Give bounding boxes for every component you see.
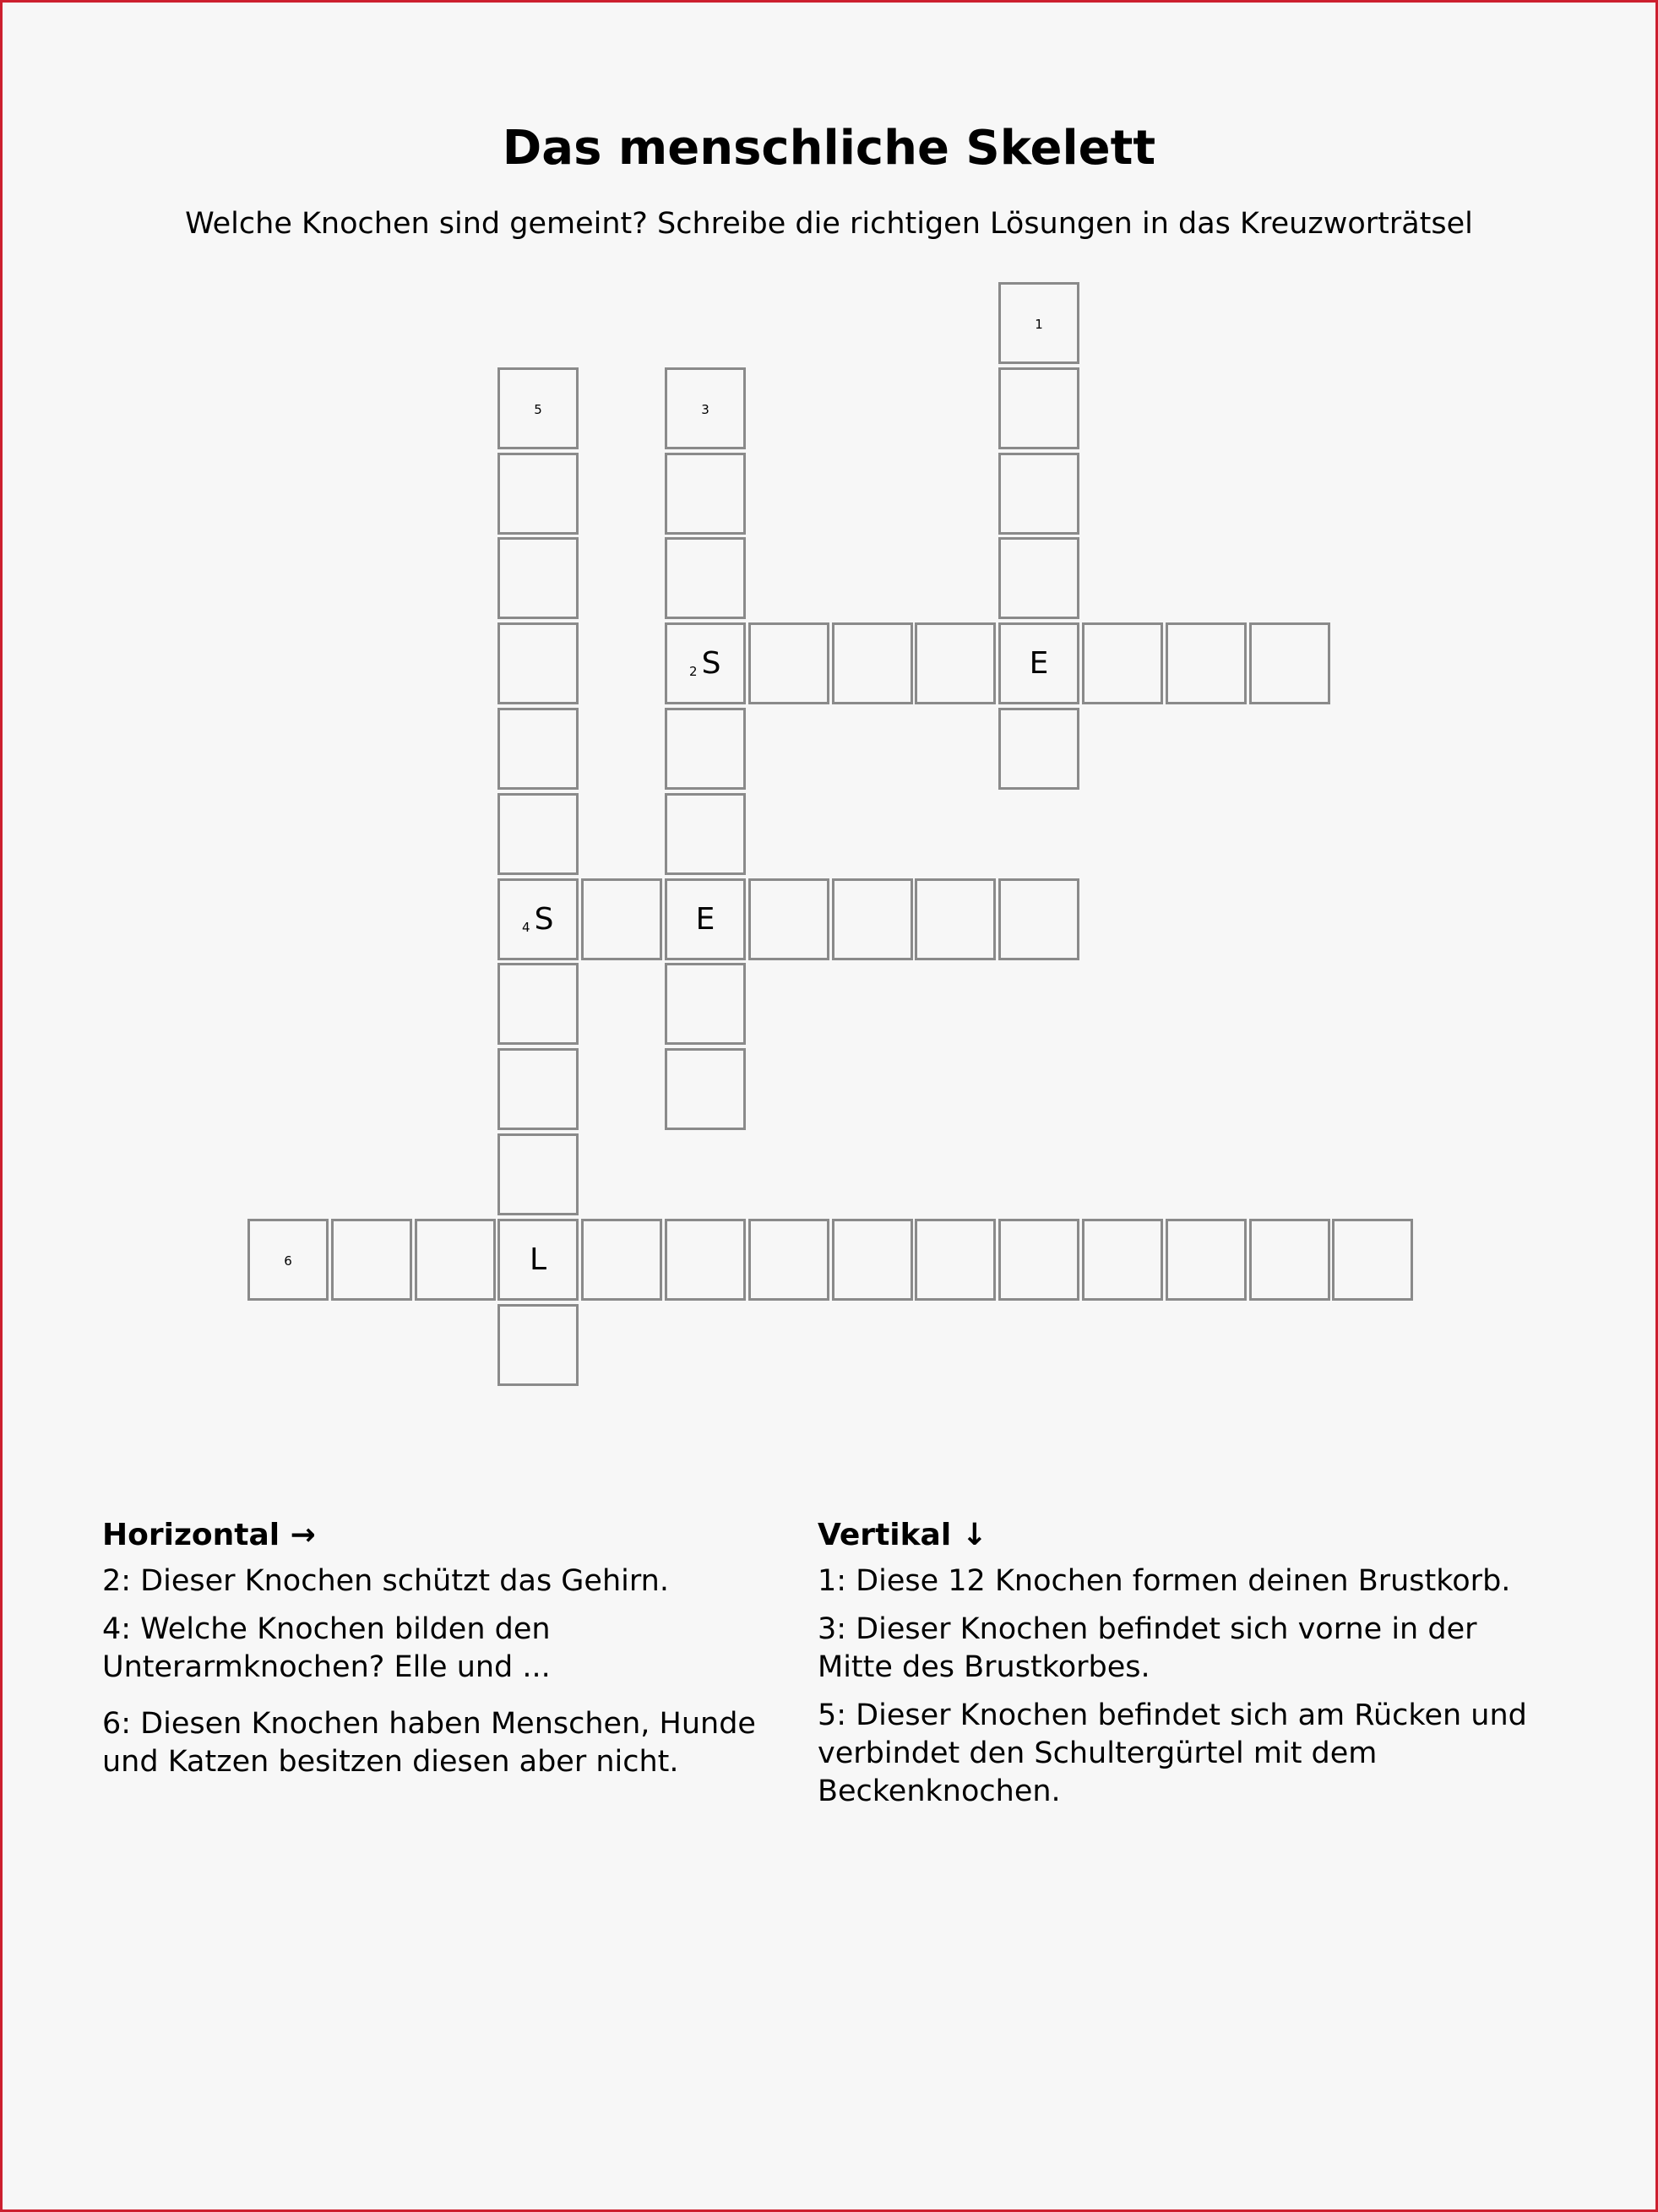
clue-number: 5: [534, 402, 542, 417]
crossword-cell[interactable]: [497, 878, 579, 960]
crossword-cell[interactable]: [497, 453, 579, 535]
clue-number: 4: [522, 920, 530, 935]
crossword-cell[interactable]: [1166, 1219, 1247, 1301]
crossword-cell[interactable]: [915, 622, 996, 704]
clue-4: 4: Welche Knochen bilden den Unterarmknochen? Elle und ...: [102, 1612, 551, 1684]
crossword-cell[interactable]: [497, 367, 579, 449]
crossword-cell[interactable]: [497, 963, 579, 1045]
crossword-cell[interactable]: [998, 1219, 1079, 1301]
crossword-cell[interactable]: [665, 878, 746, 960]
crossword-cell[interactable]: [998, 367, 1079, 449]
clues-vertical-heading: Vertikal ↓: [818, 1518, 987, 1552]
clue-number: 3: [701, 402, 709, 417]
given-letter: L: [529, 1242, 547, 1277]
crossword-cell[interactable]: [1249, 1219, 1330, 1301]
crossword-cell[interactable]: [497, 1133, 579, 1215]
crossword-cell[interactable]: [915, 1219, 996, 1301]
clue-number: 2: [689, 664, 698, 679]
crossword-cell[interactable]: [497, 708, 579, 790]
crossword-cell[interactable]: [915, 878, 996, 960]
crossword-cell[interactable]: [998, 622, 1079, 704]
clues-horizontal: [102, 1517, 803, 1791]
instructions: Welche Knochen sind gemeint? Schreibe die richtigen Lösungen in das Kreuzworträtsel: [185, 207, 1473, 241]
crossword-cell[interactable]: [497, 1219, 579, 1301]
clue-3: 3: Dieser Knochen befindet sich vorne in der Mitte des Brustkorbes.: [818, 1612, 1477, 1684]
crossword-cell[interactable]: [998, 453, 1079, 535]
crossword-cell[interactable]: [497, 1048, 579, 1130]
clue-number: 1: [1035, 317, 1043, 332]
crossword-cell[interactable]: [331, 1219, 412, 1301]
crossword-cell[interactable]: [497, 537, 579, 619]
crossword-cell[interactable]: [998, 708, 1079, 790]
crossword-cell[interactable]: [665, 537, 746, 619]
clue-2: 2: Dieser Knochen schützt das Gehirn.: [102, 1564, 669, 1598]
clues-horizontal-heading: Horizontal →: [102, 1518, 316, 1552]
clue-6: 6: Diesen Knochen haben Menschen, Hunde und Katzen besitzen diesen aber nicht.: [102, 1707, 756, 1779]
clue-number: 6: [284, 1253, 292, 1269]
crossword-cell[interactable]: [665, 963, 746, 1045]
crossword-cell[interactable]: [998, 282, 1079, 364]
crossword-cell[interactable]: [1166, 622, 1247, 704]
crossword-cell[interactable]: [748, 878, 829, 960]
crossword-cell[interactable]: [247, 1219, 329, 1301]
crossword-cell[interactable]: [581, 878, 662, 960]
crossword-cell[interactable]: [832, 1219, 913, 1301]
crossword-cell[interactable]: [748, 1219, 829, 1301]
clues-vertical: [818, 1517, 1536, 1821]
crossword-cell[interactable]: [748, 622, 829, 704]
given-letter: S: [534, 901, 554, 937]
crossword-cell[interactable]: [497, 793, 579, 875]
crossword-cell[interactable]: [832, 878, 913, 960]
crossword-cell[interactable]: [998, 878, 1079, 960]
given-letter: E: [695, 901, 715, 937]
crossword-cell[interactable]: [497, 1304, 579, 1386]
crossword-cell[interactable]: [665, 453, 746, 535]
crossword-cell[interactable]: [998, 537, 1079, 619]
crossword-cell[interactable]: [665, 367, 746, 449]
given-letter: E: [1029, 645, 1049, 681]
crossword-cell[interactable]: [497, 622, 579, 704]
crossword-cell[interactable]: [415, 1219, 496, 1301]
crossword-cell[interactable]: [1082, 622, 1163, 704]
crossword-cell[interactable]: [832, 622, 913, 704]
crossword-cell[interactable]: [665, 622, 746, 704]
crossword-grid: [3, 3, 1658, 1438]
crossword-cell[interactable]: [665, 1219, 746, 1301]
given-letter: S: [701, 645, 721, 681]
page-title: Das menschliche Skelett: [502, 121, 1156, 176]
clue-1: 1: Diese 12 Knochen formen deinen Brustkorb.: [818, 1564, 1511, 1598]
crossword-cell[interactable]: [1082, 1219, 1163, 1301]
crossword-cell[interactable]: [665, 708, 746, 790]
clue-5: 5: Dieser Knochen befindet sich am Rücken und verbindet den Schultergürtel mit dem Beckenknochen.: [818, 1698, 1527, 1808]
crossword-cell[interactable]: [665, 1048, 746, 1130]
crossword-cell[interactable]: [1249, 622, 1330, 704]
crossword-cell[interactable]: [581, 1219, 662, 1301]
crossword-cell[interactable]: [665, 793, 746, 875]
crossword-cell[interactable]: [1332, 1219, 1413, 1301]
